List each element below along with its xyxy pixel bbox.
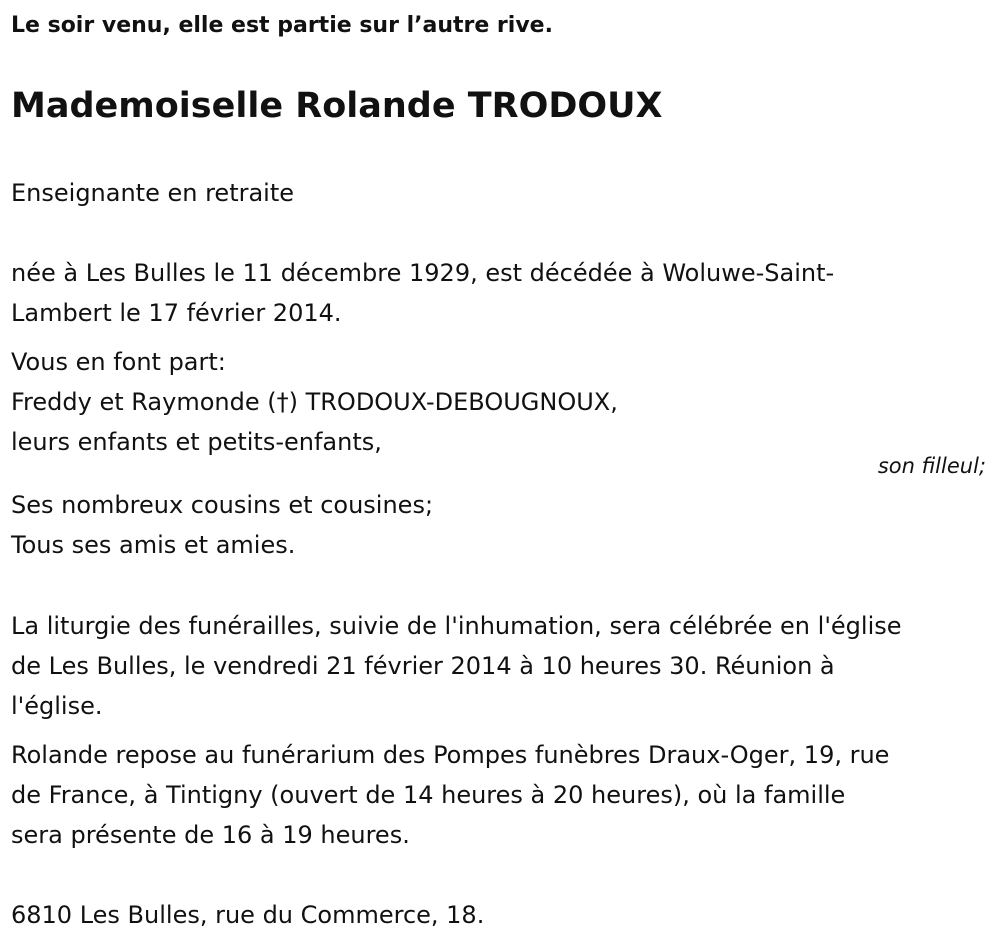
funeral-home-line: sera présente de 16 à 19 heures. — [11, 821, 410, 849]
relatives-paragraph — [11, 485, 986, 565]
family-line — [11, 382, 986, 422]
profession-paragraph — [11, 173, 986, 213]
cross-icon: † — [276, 388, 289, 416]
friends-line: Tous ses amis et amies. — [11, 531, 296, 559]
liturgy-line: de Les Bulles, le vendredi 21 février 2014 à 10 heures 30. Réunion à — [11, 652, 835, 680]
funeral-home-line: de France, à Tintigny (ouvert de 14 heures à 20 heures), où la famille — [11, 781, 846, 809]
children-line: leurs enfants et petits-enfants, — [11, 428, 382, 456]
family-after-cross: ) TRODOUX-DEBOUGNOUX, — [288, 388, 618, 416]
announcement-paragraph — [11, 342, 986, 462]
address-text: 6810 Les Bulles, rue du Commerce, 18. — [11, 901, 485, 929]
godson-note: son filleul; — [877, 454, 986, 478]
liturgy-paragraph — [11, 606, 986, 726]
cousins-line: Ses nombreux cousins et cousines; — [11, 491, 434, 519]
family-before-cross: Freddy et Raymonde ( — [11, 388, 277, 416]
funeral-home-line: Rolande repose au funérarium des Pompes funèbres Draux-Oger, 19, rue — [11, 741, 890, 769]
funeral-home-paragraph — [11, 735, 986, 855]
liturgy-line: La liturgie des funérailles, suivie de l'inhumation, sera célébrée en l'église — [11, 612, 902, 640]
motto-text: Le soir venu, elle est partie sur l’autre rive. — [11, 13, 553, 38]
birth-death-line: née à Les Bulles le 11 décembre 1929, est décédée à Woluwe-Saint- — [11, 259, 835, 287]
announcement-intro: Vous en font part: — [11, 348, 226, 376]
birth-death-line: Lambert le 17 février 2014. — [11, 299, 342, 327]
address-paragraph — [11, 895, 986, 935]
liturgy-line: l'église. — [11, 692, 103, 720]
profession-text: Enseignante en retraite — [11, 179, 295, 207]
deceased-name: Mademoiselle Rolande TRODOUX — [11, 86, 663, 126]
birth-death-paragraph — [11, 253, 986, 333]
